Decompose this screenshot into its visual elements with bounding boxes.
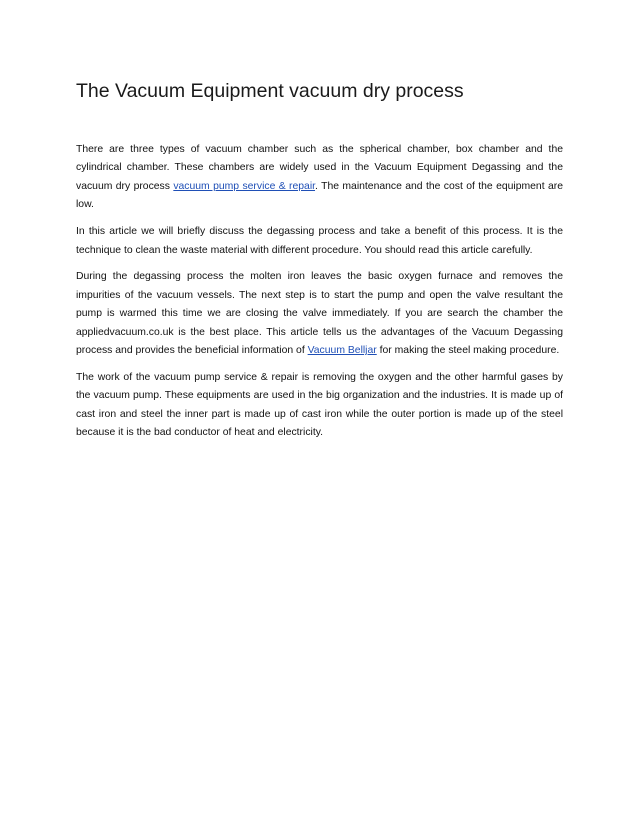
vacuum-belljar-link[interactable]: Vacuum Belljar <box>307 345 377 357</box>
paragraph-text: . The maintenance and the cost of the equipment are low. <box>76 180 563 211</box>
paragraph-text: for making the steel making procedure. <box>376 345 560 357</box>
paragraph-text: During the degassing process the molten iron leaves the basic oxygen furnace and removes the impurities of the vacuum vessels. The next step is to start the pump and open the valve resultant the pump is warmed this time we are closing the valve immediately. If you are search the chamber the appliedvacuum.co.uk is the best place. This article tells us the advantages of the Vacuum Degassing process and provides the beneficial information of <box>76 271 563 357</box>
paragraph-degassing-intro: In this article we will briefly discuss the degassing process and take a benefit of this process. It is the technique to clean the waste material with different procedure. You should read this article carefully. <box>76 226 563 256</box>
document-title: The Vacuum Equipment vacuum dry process <box>76 80 464 102</box>
paragraph-chamber-types <box>76 141 563 215</box>
paragraph-degassing-process <box>76 268 563 360</box>
vacuum-pump-service-link[interactable]: vacuum pump service & repair <box>173 180 316 192</box>
paragraph-pump-work: The work of the vacuum pump service & repair is removing the oxygen and the other harmful gases by the vacuum pump. These equipments are used in the big organization and the industries. It is made up of cast iron and steel the inner part is made up of cast iron while the outer portion is made up of the steel because it is the bad conductor of heat and electricity. <box>76 371 563 439</box>
paragraph-text: There are three types of vacuum chamber such as the spherical chamber, box chamber and the cylindrical chamber. These chambers are widely used in the Vacuum Equipment Degassing and the vacuum dry process <box>76 144 563 192</box>
document-body <box>76 141 563 451</box>
